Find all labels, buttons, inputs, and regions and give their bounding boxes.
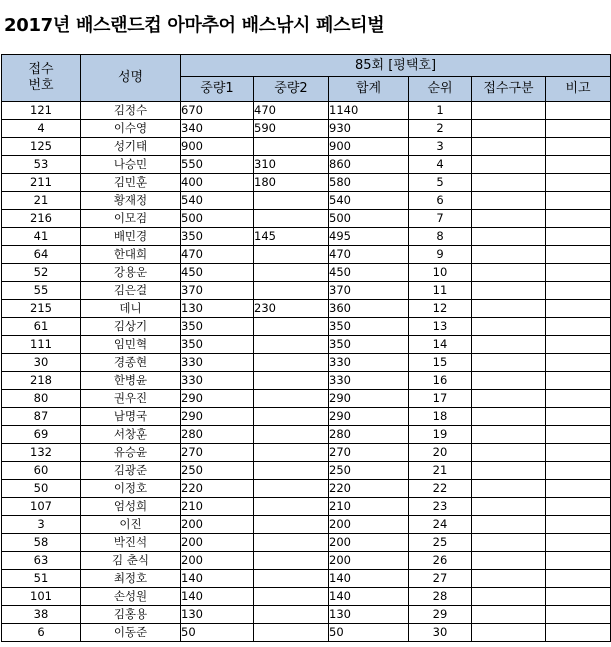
- cell-total: 330: [329, 372, 409, 390]
- cell-name: 김광준: [81, 462, 181, 480]
- cell-category: [472, 516, 546, 534]
- cell-weight2: [254, 534, 329, 552]
- cell-rank: 11: [409, 282, 472, 300]
- cell-name: 김상기: [81, 318, 181, 336]
- cell-category: [472, 480, 546, 498]
- cell-category: [472, 606, 546, 624]
- cell-rank: 7: [409, 210, 472, 228]
- cell-rank: 18: [409, 408, 472, 426]
- cell-name: 강용운: [81, 264, 181, 282]
- cell-weight1: 250: [181, 462, 254, 480]
- cell-category: [472, 426, 546, 444]
- cell-weight1: 130: [181, 606, 254, 624]
- header-name: 성명: [81, 55, 181, 102]
- cell-weight2: [254, 516, 329, 534]
- cell-total: 860: [329, 156, 409, 174]
- cell-rank: 27: [409, 570, 472, 588]
- cell-weight1: 450: [181, 264, 254, 282]
- cell-weight2: [254, 408, 329, 426]
- cell-name: 한병윤: [81, 372, 181, 390]
- cell-category: [472, 354, 546, 372]
- cell-entry-no: 211: [2, 174, 81, 192]
- cell-weight2: [254, 246, 329, 264]
- cell-note: [546, 192, 611, 210]
- cell-note: [546, 102, 611, 120]
- cell-entry-no: 121: [2, 102, 81, 120]
- cell-rank: 22: [409, 480, 472, 498]
- cell-note: [546, 480, 611, 498]
- cell-rank: 20: [409, 444, 472, 462]
- cell-weight2: 145: [254, 228, 329, 246]
- cell-note: [546, 390, 611, 408]
- cell-entry-no: 41: [2, 228, 81, 246]
- cell-weight1: 350: [181, 228, 254, 246]
- header-entry-no-label: 접수 번호: [28, 62, 54, 93]
- cell-name: 유승윤: [81, 444, 181, 462]
- cell-name: 엄성희: [81, 498, 181, 516]
- cell-rank: 12: [409, 300, 472, 318]
- cell-name: 황재정: [81, 192, 181, 210]
- cell-rank: 15: [409, 354, 472, 372]
- table-row: [2, 102, 611, 120]
- cell-entry-no: 30: [2, 354, 81, 372]
- cell-rank: 29: [409, 606, 472, 624]
- table-row: [2, 570, 611, 588]
- cell-category: [472, 138, 546, 156]
- cell-entry-no: 21: [2, 192, 81, 210]
- cell-weight1: 330: [181, 354, 254, 372]
- cell-name: 김은걸: [81, 282, 181, 300]
- cell-category: [472, 444, 546, 462]
- table-row: [2, 282, 611, 300]
- cell-rank: 6: [409, 192, 472, 210]
- cell-total: 350: [329, 318, 409, 336]
- cell-note: [546, 336, 611, 354]
- cell-total: 900: [329, 138, 409, 156]
- cell-total: 495: [329, 228, 409, 246]
- cell-category: [472, 462, 546, 480]
- cell-rank: 26: [409, 552, 472, 570]
- cell-total: 250: [329, 462, 409, 480]
- table-row: [2, 156, 611, 174]
- cell-entry-no: 216: [2, 210, 81, 228]
- cell-note: [546, 210, 611, 228]
- cell-weight2: [254, 390, 329, 408]
- cell-note: [546, 264, 611, 282]
- cell-category: [472, 210, 546, 228]
- cell-total: 540: [329, 192, 409, 210]
- cell-note: [546, 282, 611, 300]
- table-row: [2, 552, 611, 570]
- cell-weight1: 280: [181, 426, 254, 444]
- cell-rank: 5: [409, 174, 472, 192]
- cell-total: 1140: [329, 102, 409, 120]
- cell-weight2: [254, 192, 329, 210]
- cell-weight2: 470: [254, 102, 329, 120]
- cell-weight1: 500: [181, 210, 254, 228]
- cell-weight1: 350: [181, 318, 254, 336]
- table-row: [2, 516, 611, 534]
- cell-note: [546, 228, 611, 246]
- table-row: [2, 174, 611, 192]
- cell-name: 이정호: [81, 480, 181, 498]
- cell-total: 200: [329, 552, 409, 570]
- cell-weight1: 540: [181, 192, 254, 210]
- table-row: [2, 210, 611, 228]
- cell-weight1: 50: [181, 624, 254, 642]
- cell-category: [472, 624, 546, 642]
- cell-rank: 9: [409, 246, 472, 264]
- table-row: [2, 138, 611, 156]
- cell-weight2: [254, 210, 329, 228]
- cell-entry-no: 58: [2, 534, 81, 552]
- table-row: [2, 480, 611, 498]
- cell-weight2: [254, 606, 329, 624]
- table-row: [2, 498, 611, 516]
- cell-rank: 3: [409, 138, 472, 156]
- cell-entry-no: 111: [2, 336, 81, 354]
- cell-rank: 17: [409, 390, 472, 408]
- header-total: 합계: [329, 77, 409, 102]
- cell-entry-no: 215: [2, 300, 81, 318]
- cell-entry-no: 87: [2, 408, 81, 426]
- cell-name: 이수영: [81, 120, 181, 138]
- cell-weight2: 180: [254, 174, 329, 192]
- cell-total: 270: [329, 444, 409, 462]
- cell-note: [546, 120, 611, 138]
- cell-weight2: [254, 138, 329, 156]
- cell-name: 이모검: [81, 210, 181, 228]
- header-rank: 순위: [409, 77, 472, 102]
- table-row: [2, 300, 611, 318]
- cell-weight2: [254, 624, 329, 642]
- cell-weight1: 140: [181, 588, 254, 606]
- cell-total: 350: [329, 336, 409, 354]
- cell-total: 370: [329, 282, 409, 300]
- cell-category: [472, 534, 546, 552]
- cell-note: [546, 354, 611, 372]
- cell-weight2: [254, 480, 329, 498]
- table-row: [2, 228, 611, 246]
- cell-entry-no: 64: [2, 246, 81, 264]
- cell-total: 290: [329, 408, 409, 426]
- cell-rank: 25: [409, 534, 472, 552]
- table-row: [2, 372, 611, 390]
- cell-rank: 21: [409, 462, 472, 480]
- cell-category: [472, 588, 546, 606]
- cell-weight1: 210: [181, 498, 254, 516]
- page-title: 2017년 배스랜드컵 아마추어 배스낚시 페스티벌: [4, 15, 385, 36]
- cell-weight2: 590: [254, 120, 329, 138]
- cell-name: 손성원: [81, 588, 181, 606]
- cell-category: [472, 570, 546, 588]
- cell-weight1: 900: [181, 138, 254, 156]
- cell-category: [472, 192, 546, 210]
- cell-note: [546, 372, 611, 390]
- cell-category: [472, 282, 546, 300]
- cell-entry-no: 132: [2, 444, 81, 462]
- header-entry-no: [2, 55, 81, 102]
- cell-total: 50: [329, 624, 409, 642]
- table-row: [2, 624, 611, 642]
- table-row: [2, 444, 611, 462]
- cell-total: 200: [329, 516, 409, 534]
- cell-note: [546, 606, 611, 624]
- table-row: [2, 318, 611, 336]
- cell-weight2: [254, 552, 329, 570]
- header-category: 접수구분: [472, 77, 546, 102]
- cell-weight2: [254, 336, 329, 354]
- cell-entry-no: 52: [2, 264, 81, 282]
- cell-rank: 1: [409, 102, 472, 120]
- cell-name: 권우진: [81, 390, 181, 408]
- cell-total: 210: [329, 498, 409, 516]
- cell-total: 130: [329, 606, 409, 624]
- cell-weight2: 230: [254, 300, 329, 318]
- cell-weight1: 400: [181, 174, 254, 192]
- header-weight2: 중량2: [254, 77, 329, 102]
- cell-total: 140: [329, 570, 409, 588]
- cell-weight2: [254, 588, 329, 606]
- cell-name: 김민훈: [81, 174, 181, 192]
- cell-weight2: [254, 282, 329, 300]
- cell-rank: 30: [409, 624, 472, 642]
- cell-name: 한대희: [81, 246, 181, 264]
- header-weight1: 중량1: [181, 77, 254, 102]
- cell-rank: 4: [409, 156, 472, 174]
- cell-weight1: 330: [181, 372, 254, 390]
- cell-weight1: 200: [181, 552, 254, 570]
- cell-name: 나승민: [81, 156, 181, 174]
- cell-weight1: 670: [181, 102, 254, 120]
- cell-entry-no: 80: [2, 390, 81, 408]
- table-row: [2, 120, 611, 138]
- cell-entry-no: 53: [2, 156, 81, 174]
- cell-entry-no: 55: [2, 282, 81, 300]
- cell-entry-no: 61: [2, 318, 81, 336]
- cell-weight1: 550: [181, 156, 254, 174]
- cell-weight2: [254, 570, 329, 588]
- cell-note: [546, 570, 611, 588]
- cell-weight1: 270: [181, 444, 254, 462]
- cell-entry-no: 69: [2, 426, 81, 444]
- cell-entry-no: 4: [2, 120, 81, 138]
- cell-rank: 2: [409, 120, 472, 138]
- cell-weight2: 310: [254, 156, 329, 174]
- cell-note: [546, 408, 611, 426]
- cell-name: 임민혁: [81, 336, 181, 354]
- table-body: [2, 102, 611, 642]
- table-row: [2, 336, 611, 354]
- cell-weight2: [254, 498, 329, 516]
- cell-note: [546, 174, 611, 192]
- cell-weight1: 290: [181, 408, 254, 426]
- cell-name: 성기태: [81, 138, 181, 156]
- table-row: [2, 192, 611, 210]
- cell-name: 서창훈: [81, 426, 181, 444]
- cell-total: 200: [329, 534, 409, 552]
- cell-name: 경종현: [81, 354, 181, 372]
- cell-entry-no: 3: [2, 516, 81, 534]
- cell-total: 360: [329, 300, 409, 318]
- cell-weight2: [254, 444, 329, 462]
- cell-name: 김정수: [81, 102, 181, 120]
- cell-category: [472, 408, 546, 426]
- cell-name: 최정호: [81, 570, 181, 588]
- cell-weight1: 340: [181, 120, 254, 138]
- cell-weight1: 220: [181, 480, 254, 498]
- cell-weight1: 200: [181, 516, 254, 534]
- cell-rank: 19: [409, 426, 472, 444]
- cell-rank: 10: [409, 264, 472, 282]
- cell-rank: 14: [409, 336, 472, 354]
- cell-rank: 8: [409, 228, 472, 246]
- table-row: [2, 534, 611, 552]
- cell-name: 남명국: [81, 408, 181, 426]
- cell-total: 280: [329, 426, 409, 444]
- cell-entry-no: 63: [2, 552, 81, 570]
- cell-note: [546, 426, 611, 444]
- cell-note: [546, 156, 611, 174]
- cell-note: [546, 246, 611, 264]
- cell-entry-no: 6: [2, 624, 81, 642]
- cell-category: [472, 228, 546, 246]
- cell-note: [546, 516, 611, 534]
- cell-category: [472, 120, 546, 138]
- cell-weight2: [254, 318, 329, 336]
- cell-total: 330: [329, 354, 409, 372]
- cell-category: [472, 372, 546, 390]
- cell-note: [546, 444, 611, 462]
- cell-weight2: [254, 426, 329, 444]
- cell-category: [472, 390, 546, 408]
- cell-entry-no: 51: [2, 570, 81, 588]
- cell-note: [546, 318, 611, 336]
- cell-note: [546, 552, 611, 570]
- cell-name: 이진: [81, 516, 181, 534]
- table-row: [2, 390, 611, 408]
- cell-weight2: [254, 354, 329, 372]
- cell-note: [546, 300, 611, 318]
- table-header: [2, 55, 611, 102]
- cell-rank: 13: [409, 318, 472, 336]
- cell-note: [546, 588, 611, 606]
- cell-rank: 28: [409, 588, 472, 606]
- table-row: [2, 408, 611, 426]
- cell-name: 김 춘식: [81, 552, 181, 570]
- cell-weight2: [254, 372, 329, 390]
- cell-weight1: 290: [181, 390, 254, 408]
- results-table: [1, 54, 611, 642]
- cell-note: [546, 624, 611, 642]
- cell-entry-no: 38: [2, 606, 81, 624]
- cell-name: 김홍용: [81, 606, 181, 624]
- cell-category: [472, 552, 546, 570]
- table-row: [2, 354, 611, 372]
- cell-category: [472, 318, 546, 336]
- cell-note: [546, 534, 611, 552]
- cell-weight2: [254, 264, 329, 282]
- cell-weight1: 350: [181, 336, 254, 354]
- cell-weight1: 140: [181, 570, 254, 588]
- cell-total: 140: [329, 588, 409, 606]
- cell-weight1: 130: [181, 300, 254, 318]
- cell-category: [472, 300, 546, 318]
- cell-entry-no: 101: [2, 588, 81, 606]
- cell-category: [472, 336, 546, 354]
- cell-total: 500: [329, 210, 409, 228]
- header-round: 85회 [평택호]: [181, 55, 611, 77]
- cell-category: [472, 156, 546, 174]
- cell-name: 박진석: [81, 534, 181, 552]
- cell-category: [472, 246, 546, 264]
- cell-rank: 16: [409, 372, 472, 390]
- table-row: [2, 588, 611, 606]
- cell-note: [546, 462, 611, 480]
- cell-entry-no: 60: [2, 462, 81, 480]
- table-row: [2, 606, 611, 624]
- cell-category: [472, 264, 546, 282]
- table-row: [2, 264, 611, 282]
- cell-total: 930: [329, 120, 409, 138]
- table-row: [2, 462, 611, 480]
- cell-entry-no: 50: [2, 480, 81, 498]
- cell-total: 220: [329, 480, 409, 498]
- cell-rank: 23: [409, 498, 472, 516]
- cell-category: [472, 498, 546, 516]
- cell-category: [472, 102, 546, 120]
- cell-rank: 24: [409, 516, 472, 534]
- cell-note: [546, 498, 611, 516]
- cell-note: [546, 138, 611, 156]
- cell-total: 470: [329, 246, 409, 264]
- cell-entry-no: 125: [2, 138, 81, 156]
- cell-weight1: 370: [181, 282, 254, 300]
- cell-weight2: [254, 462, 329, 480]
- cell-weight1: 470: [181, 246, 254, 264]
- cell-total: 290: [329, 390, 409, 408]
- table-row: [2, 426, 611, 444]
- cell-entry-no: 107: [2, 498, 81, 516]
- cell-entry-no: 218: [2, 372, 81, 390]
- header-note: 비고: [546, 77, 611, 102]
- cell-name: 이동준: [81, 624, 181, 642]
- cell-total: 580: [329, 174, 409, 192]
- cell-name: 데니: [81, 300, 181, 318]
- cell-total: 450: [329, 264, 409, 282]
- cell-weight1: 200: [181, 534, 254, 552]
- table-row: [2, 246, 611, 264]
- cell-category: [472, 174, 546, 192]
- cell-name: 배민경: [81, 228, 181, 246]
